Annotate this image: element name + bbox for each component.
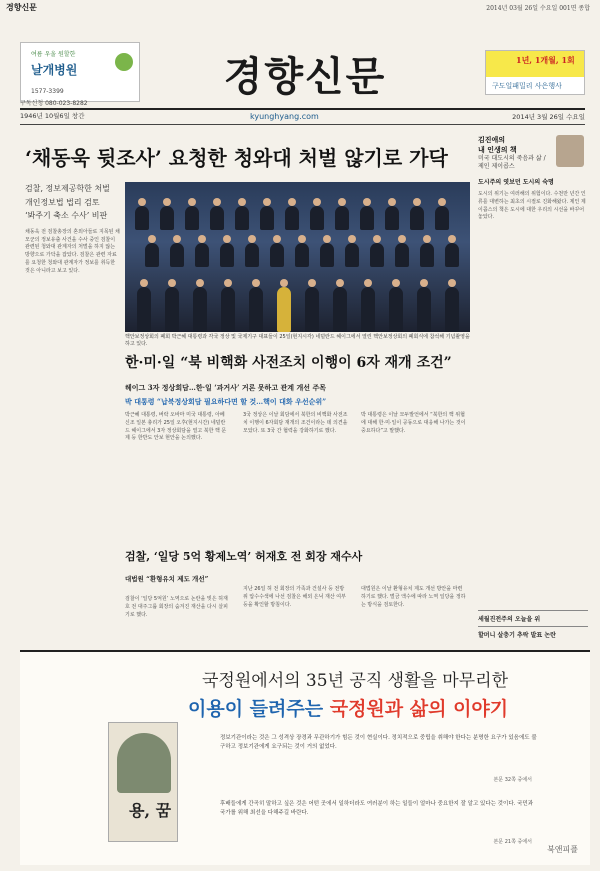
right-column bbox=[478, 135, 588, 221]
column-title[interactable]: 도시주의 엿보던 도시의 숙명 bbox=[478, 179, 554, 186]
info-rule bbox=[20, 124, 585, 125]
main-headline[interactable]: ‘채동욱 뒷조사’ 요청한 청와대 처벌 않기로 가닥 bbox=[25, 146, 448, 170]
second-headline[interactable]: 한·미·일 “북 비핵화 사전조치 이행이 6자 재개 조건” bbox=[125, 355, 452, 371]
ad-line2 bbox=[188, 694, 508, 721]
ad-line2a: 이용이 들려주는 bbox=[188, 698, 324, 720]
publisher-logo: 북앤피플 bbox=[547, 845, 578, 854]
column-body: 도시의 위기는 여러해의 위험이다. 수천만 년간 인류를 대변하는 최초의 시절로 진화해왔다. 제인 제이콥스의 책은 도시에 대한 우리의 시선을 바꾸어 놓았다. bbox=[478, 191, 586, 221]
right-link[interactable]: 할머니 살충기 추락 발표 논란 bbox=[478, 626, 588, 642]
subhead: ‘봐주기 축소 수사’ 비판 bbox=[25, 211, 108, 221]
third-col: 검찰이 ‘일당 5억원’ 노역으로 논란을 빚은 허재호 전 대주그룹 회장의 숨겨진 재산을 다시 살피기로 했다. bbox=[125, 596, 228, 618]
second-subhead bbox=[125, 383, 470, 407]
masthead-rule bbox=[20, 108, 585, 110]
ad-quote-source: 본문 21쪽 중에서 bbox=[493, 839, 532, 845]
subscription-info: 구독신청 080-023-8282 bbox=[20, 100, 88, 107]
second-col: 3국 정상은 이날 회담에서 북한의 비핵화 사전조치 이행이 6자회담 재개의 조건이라는 데 의견을 모았다. 또 3국 간 협력을 강화하기로 했다. bbox=[243, 412, 348, 434]
ad-right-banner bbox=[486, 51, 584, 77]
ad-quote: 후배들에게 간곡히 말하고 싶은 것은 어떤 곳에서 일하더라도 여러분이 하는 일들이 얼마나 중요한지 잘 알고 있다는 것이다. 국민과 국가를 위해 최선을 다해주길 바란다. bbox=[220, 801, 534, 817]
book-cover bbox=[108, 722, 178, 842]
third-subhead: 대법원 “환형유치 제도 개선” bbox=[125, 575, 209, 583]
ad-line1: 국정원에서의 35년 공직 생활을 마무리한 bbox=[202, 671, 508, 691]
ad-left[interactable] bbox=[20, 42, 140, 102]
ad-quote: 정보기관이라는 것은 그 성격상 장경과 무관하기가 힘든 것이 현실이다. 정치적으로 중립을 취해야 한다는 분명한 요구가 있음에도 불구하고 정보기관에게 요구되는 것이 거의 없었다. bbox=[220, 735, 537, 751]
paper-name-small: 경향신문 bbox=[6, 2, 37, 12]
ad-left-phone: 1577-3399 bbox=[31, 88, 64, 95]
main-story-body: 채동욱 전 검찰총장의 혼외아들로 지목된 채모군의 정보유출 사건을 수사 중인 검찰이 관련된 청와대 관계자의 처벌을 하지 않는 방향으로 가닥을 잡았다. 검찰은 관련 자료를 요청한 청와대 관계자가 정보를 취득한 것은 아니라고 보고 있다. bbox=[25, 228, 120, 274]
masthead-title: 경향신문 bbox=[223, 53, 387, 100]
column-name-2: 내 인생의 책 bbox=[478, 144, 517, 154]
main-story-left bbox=[25, 182, 120, 275]
column-desc: 미국 대도시의 죽음과 삶 / 제인 제이콥스 bbox=[478, 154, 546, 170]
column-name: 김진애의 bbox=[478, 135, 506, 144]
author-photo bbox=[117, 733, 171, 793]
second-sub-2: 박 대통령 “납북정상회담 필요하다면 할 것…핵이 대화 우선순위” bbox=[125, 397, 327, 406]
ad-right[interactable] bbox=[485, 50, 585, 95]
ad-line2b: 국정원과 삶의 이야기 bbox=[329, 698, 509, 720]
top-bar bbox=[0, 0, 600, 14]
subhead: 검찰, 정보제공학한 처벌 bbox=[25, 184, 110, 193]
second-col: 박 대통령은 이날 모두발언에서 “북한의 핵 위협에 대해 한·미·일이 공동으로 대응해 나가는 것이 중요하다”고 말했다. bbox=[361, 412, 466, 434]
second-story-body bbox=[125, 412, 470, 530]
summit-photo bbox=[125, 182, 470, 332]
second-sub-1: 헤이그 3자 정상회담…한·일 ‘과거사’ 거론 못하고 관계 개선 주목 bbox=[125, 383, 326, 392]
founded-date: 1946년 10월6일 창간 bbox=[20, 112, 85, 120]
info-bar bbox=[20, 111, 585, 123]
right-link[interactable]: 세월진전주의 오늘을 위 bbox=[478, 610, 588, 626]
ad-quote-source: 본문 32쪽 중에서 bbox=[493, 777, 532, 783]
ad-right-line3: 구도일패밀리 사은행사 bbox=[492, 82, 562, 90]
ad-left-tag: 여름 우울 원할한 bbox=[31, 51, 76, 58]
website-url[interactable]: kyunghyang.com bbox=[250, 112, 319, 121]
third-col: 대법원은 이날 환형유치 제도 개선 방안을 마련하기로 했다. 벌금 액수에 따라 노역 일당을 정하는 방식을 검토한다. bbox=[361, 586, 466, 608]
third-headline[interactable]: 검찰, ‘일당 5억 황제노역’ 허재호 전 회장 재수사 bbox=[125, 550, 363, 563]
hospital-logo-icon bbox=[115, 53, 133, 71]
ad-left-name: 날개병원 bbox=[31, 63, 78, 77]
right-links bbox=[478, 610, 588, 642]
second-col: 박근혜 대통령, 버락 오바마 미국 대통령, 아베 신조 일본 총리가 25일 오후(현지시간) 네덜란드 헤이그에서 3자 정상회담을 열고 북한 핵 문제 등 한반도 안보 현안을 논의했다. bbox=[125, 412, 227, 442]
ad-right-line1: 1년, 1개월, 1회 bbox=[516, 55, 575, 65]
third-col: 지난 26일 허 전 회장의 가족과 건설사 등 전방위 압수수색에 나선 검찰은 해외 은닉 재산 여부 등을 확인할 방침이다. bbox=[243, 586, 346, 608]
book-advertisement[interactable] bbox=[20, 650, 590, 865]
issue-date: 2014년 3월 26일 수요일 bbox=[512, 113, 585, 121]
date-line: 2014년 03월 26일 수요일 001면 종합 bbox=[486, 5, 590, 12]
photo-caption: 핵안보정상회의 폐회 박근혜 대통령과 각국 정상 및 국제기구 대표들이 25일(현지시각) 네덜란드 헤이그에서 열린 핵안보정상회의 폐회식에 참석해 기념촬영을 하고 있다. bbox=[125, 334, 470, 347]
columnist-avatar bbox=[556, 135, 584, 167]
subhead: 개인정보법 법리 검토 bbox=[25, 197, 100, 207]
book-title: 용, 꿈 bbox=[129, 801, 172, 820]
